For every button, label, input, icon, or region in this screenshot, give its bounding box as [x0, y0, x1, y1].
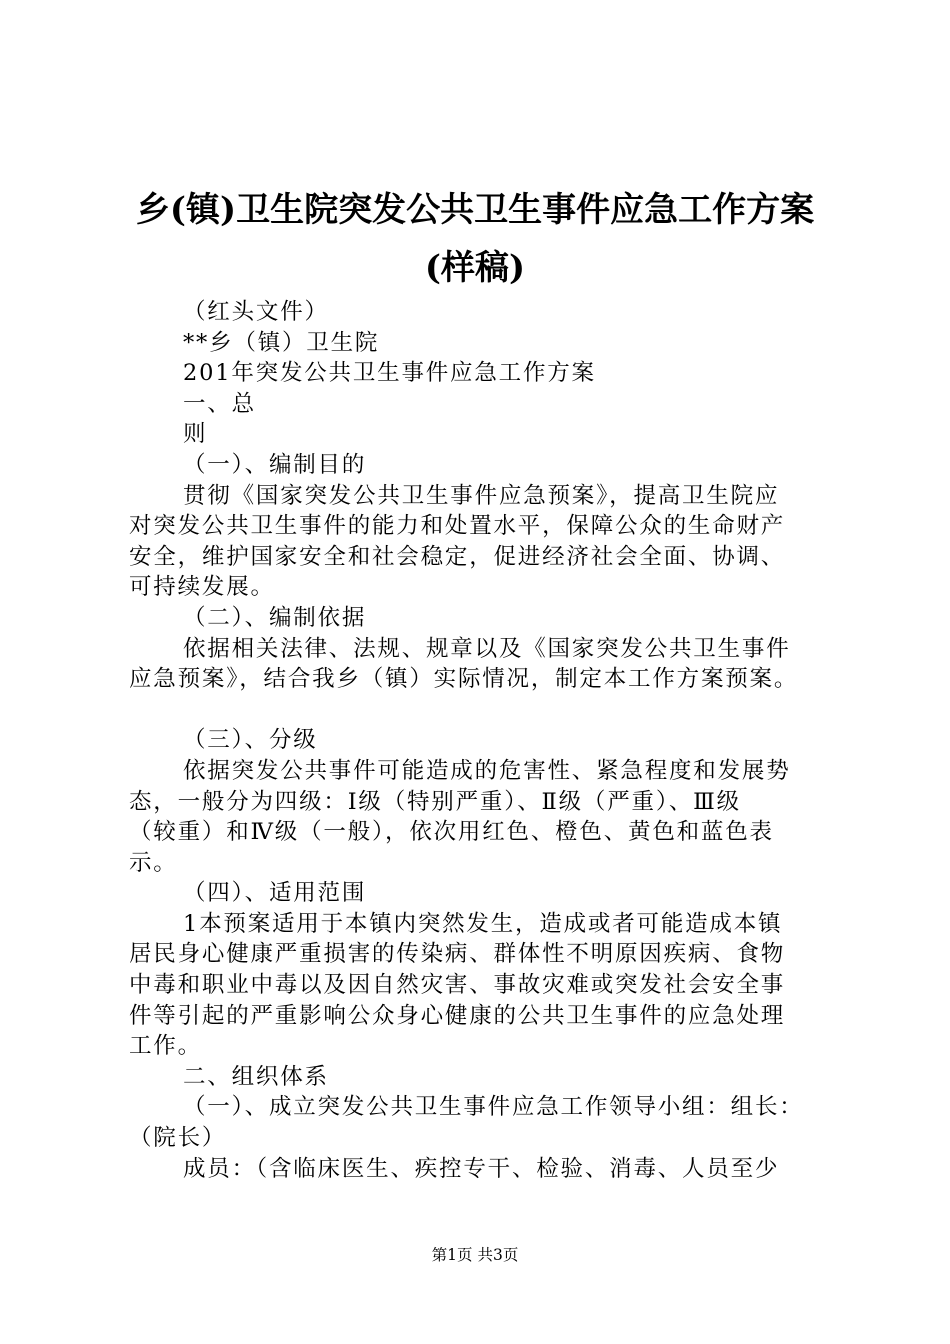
- paragraph-line: 件等引起的严重影响公众身心健康的公共卫生事件的应急处理: [129, 1002, 786, 1029]
- plan-name-line: 201年突发公共卫生事件应急工作方案: [183, 360, 596, 387]
- document-title-subtitle: (样稿): [424, 248, 526, 288]
- subsection-heading: （一）、编制目的: [183, 451, 367, 478]
- paragraph-line: 贯彻《国家突发公共卫生事件应急预案》，提高卫生院应: [183, 482, 780, 509]
- subsection-heading: （二）、编制依据: [183, 604, 367, 631]
- page-footer: 第1页 共3页: [431, 1246, 519, 1264]
- subsection-heading: （三）、分级: [183, 727, 318, 754]
- paragraph-line: （较重）和Ⅳ级（一般），依次用红色、橙色、黄色和蓝色表: [129, 819, 774, 846]
- paragraph-line: 1本预案适用于本镇内突然发生，造成或者可能造成本镇: [183, 910, 783, 937]
- subsection-heading: （四）、适用范围: [183, 880, 367, 907]
- section-heading: 二、组织体系: [183, 1063, 329, 1090]
- document-body: [129, 297, 839, 1184]
- red-header-note: （红头文件）: [183, 299, 329, 325]
- paragraph-line: 成员：（含临床医生、疾控专干、检验、消毒、人员至少: [183, 1155, 780, 1182]
- paragraph-line: 居民身心健康严重损害的传染病、群体性不明原因疾病、食物: [129, 941, 786, 968]
- paragraph-line: 中毒和职业中毒以及因自然灾害、事故灾难或突发社会安全事: [129, 972, 786, 999]
- paragraph-line: 态，一般分为四级：Ⅰ级（特别严重）、Ⅱ级（严重）、Ⅲ级: [129, 788, 741, 815]
- paragraph-line: 应急预案》，结合我乡（镇）实际情况，制定本工作方案预案。: [129, 666, 799, 693]
- section-heading-continued: 则: [183, 421, 208, 448]
- paragraph-line: 依据突发公共事件可能造成的危害性、紧急程度和发展势: [183, 757, 791, 784]
- blank-line: [129, 695, 839, 726]
- paragraph-line: 对突发公共卫生事件的能力和处置水平，保障公众的生命财产: [129, 513, 786, 540]
- paragraph-line: 依据相关法律、法规、规章以及《国家突发公共卫生事件: [183, 635, 791, 662]
- section-heading: 一、总: [183, 390, 256, 417]
- paragraph-line: 安全，维护国家安全和社会稳定，促进经济社会全面、协调、: [129, 543, 786, 570]
- document-title: 乡(镇)卫生院突发公共卫生事件应急工作方案: [135, 190, 815, 230]
- paragraph-line: 示。: [129, 849, 178, 876]
- paragraph-line: （院长）: [129, 1125, 227, 1152]
- paragraph-line: 可持续发展。: [129, 574, 275, 601]
- paragraph-line: 工作。: [129, 1033, 202, 1060]
- issuer-line: **乡（镇）卫生院: [183, 329, 380, 356]
- subsection-heading: （一）、成立突发公共卫生事件应急工作领导小组：组长：: [183, 1094, 804, 1121]
